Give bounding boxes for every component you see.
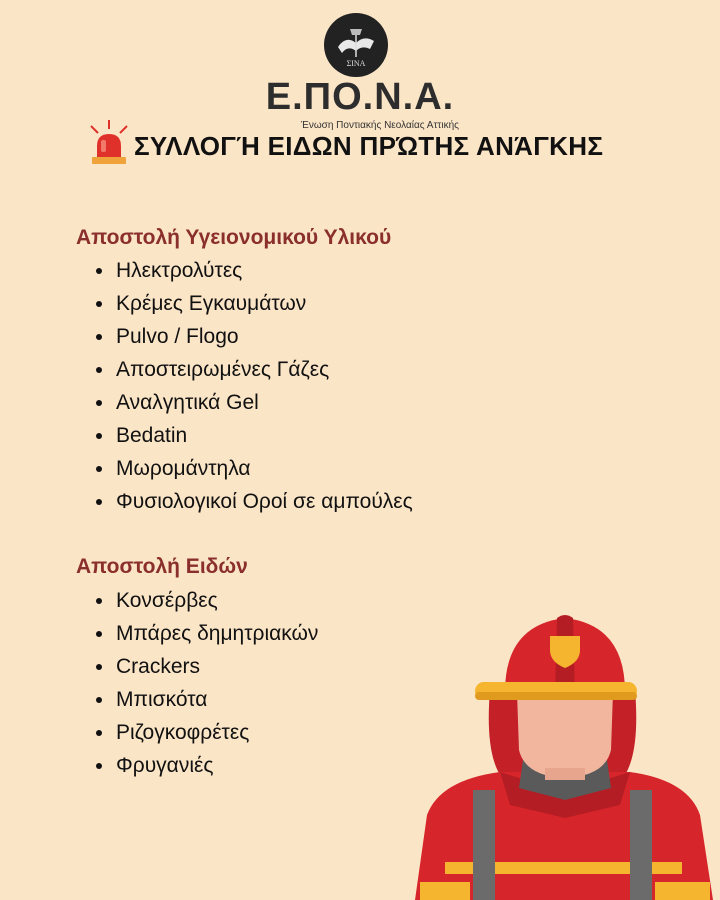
list-item: Pulvo / Flogo — [96, 320, 413, 353]
organization-subtitle: Ένωση Ποντιακής Νεολαίας Αττικής — [301, 120, 459, 131]
headline: ΣΥΛΛΟΓΉ ΕΙΔΩΝ ΠΡΏΤΗΣ ΑΝΆΓΚΗΣ — [134, 131, 604, 161]
siren-icon — [86, 118, 132, 168]
list-item: Φυσιολογικοί Οροί σε αμπούλες — [96, 485, 413, 518]
list-item: Φρυγανιές — [96, 749, 318, 782]
list-item: Crackers — [96, 650, 318, 683]
organization-emblem-icon — [324, 13, 388, 77]
list-item: Μπισκότα — [96, 683, 318, 716]
section-title-goods: Αποστολή Ειδών — [76, 555, 248, 578]
list-item: Μπάρες δημητριακών — [96, 617, 318, 650]
firefighter-illustration — [405, 600, 720, 900]
organization-title: Ε.ΠΟ.Ν.Α. — [265, 76, 455, 118]
list-item: Κονσέρβες — [96, 584, 318, 617]
list-item: Κρέμες Εγκαυμάτων — [96, 287, 413, 320]
list-item: Μωρομάντηλα — [96, 452, 413, 485]
list-item: Ηλεκτρολύτες — [96, 254, 413, 287]
section-title-medical: Αποστολή Υγειονομικού Υλικού — [76, 226, 392, 249]
emblem-text: ΣΙΝΑ — [346, 59, 366, 68]
list-item: Bedatin — [96, 419, 413, 452]
goods-items-list — [96, 584, 318, 782]
list-item: Ριζογκοφρέτες — [96, 716, 318, 749]
list-item: Αποστειρωμένες Γάζες — [96, 353, 413, 386]
list-item: Αναλγητικά Gel — [96, 386, 413, 419]
medical-items-list — [96, 254, 413, 518]
